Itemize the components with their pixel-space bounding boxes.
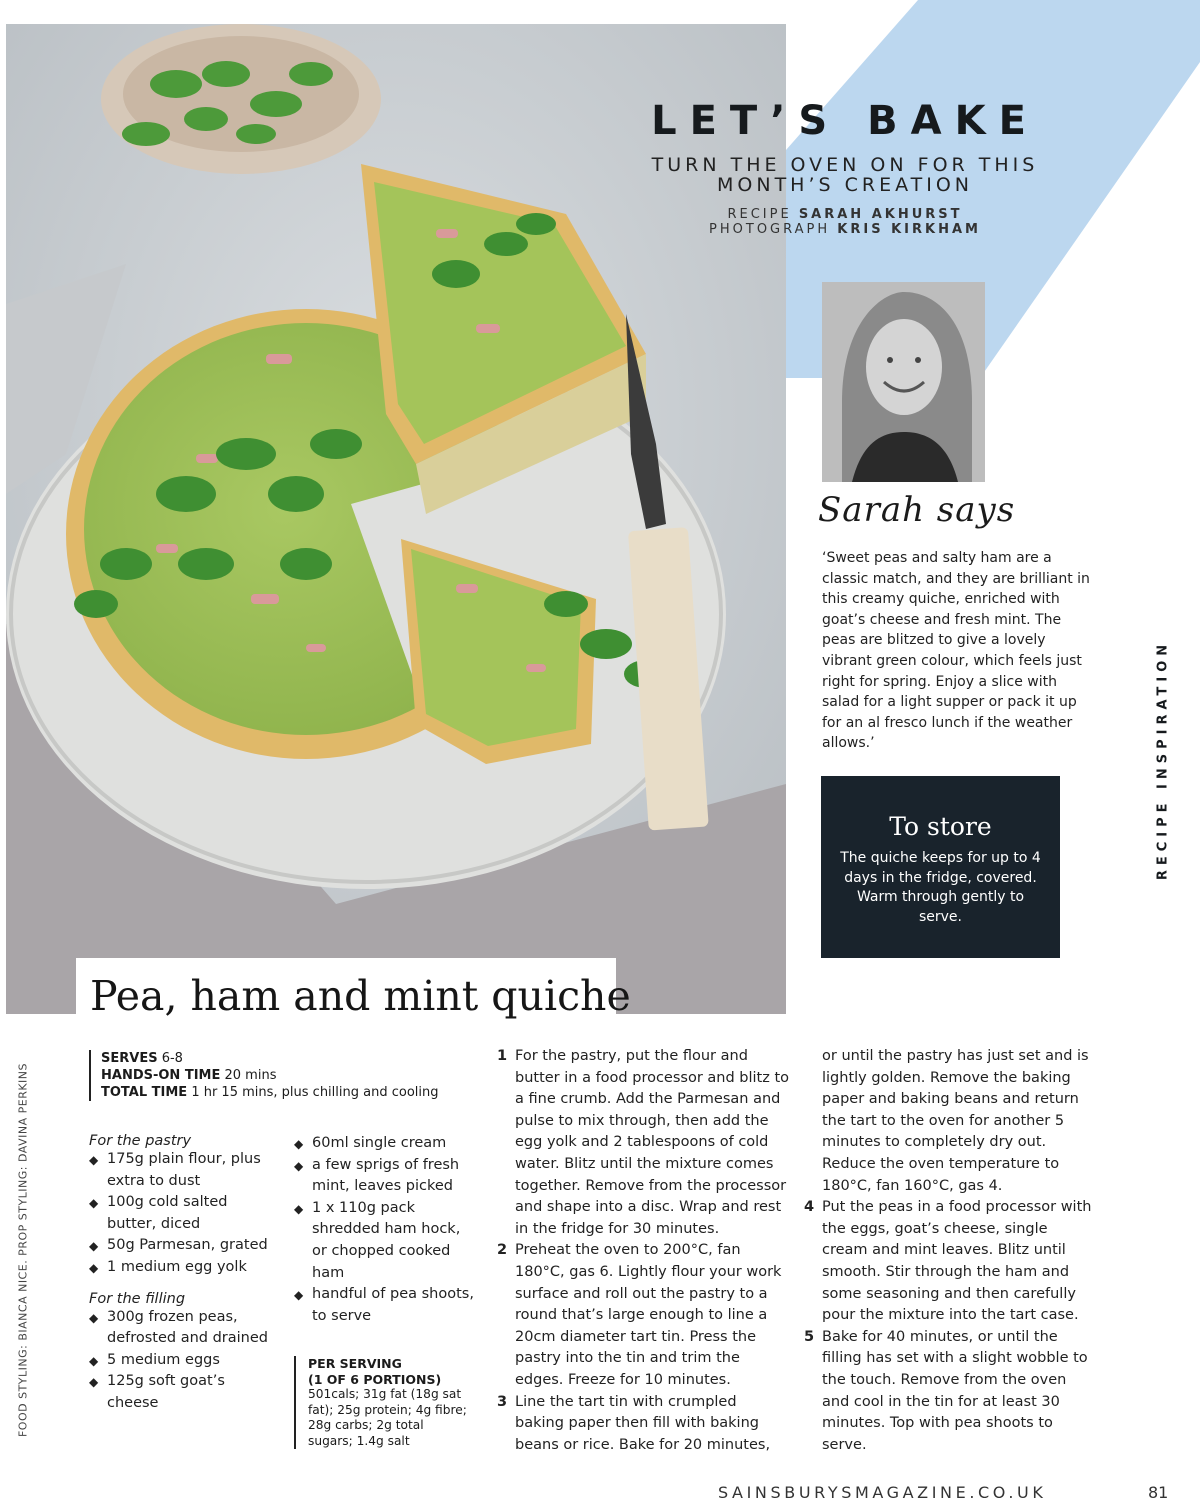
recipe-label: RECIPE — [727, 207, 792, 222]
recipe-author: SARAH AKHURST — [798, 207, 963, 222]
method-step — [497, 1046, 789, 1240]
per-serving-box — [294, 1356, 468, 1449]
credits — [590, 207, 1100, 237]
subkicker-line-1: TURN THE OVEN ON FOR THIS — [651, 154, 1039, 176]
method-column-2 — [804, 1046, 1096, 1456]
step-number: 5 — [804, 1328, 815, 1345]
step-text: Preheat the oven to 200°C, fan 180°C, gas 6. Lightly flour your work surface and roll out the pastry to a round that’s large enough to line a 20cm diameter tart tin. Press the pastry into the tin and trim the edges. Freeze for 10 minutes. — [515, 1242, 782, 1388]
to-store-text: The quiche keeps for up to 4 days in the fridge, covered. Warm through gently to serve. — [840, 850, 1041, 925]
filling-list — [89, 1307, 279, 1415]
pastry-heading: For the pastry — [89, 1133, 192, 1149]
method-step — [804, 1327, 1096, 1457]
method-step — [804, 1197, 1096, 1327]
method-column-1 — [497, 1046, 789, 1456]
ingredients-column-2 — [294, 1133, 474, 1327]
per-serving-label: PER SERVING — [308, 1356, 402, 1371]
bullet-icon: ◆ — [294, 1137, 304, 1151]
recipe-timings — [89, 1050, 438, 1101]
to-store-box — [821, 776, 1060, 958]
photographer: KRIS KIRKHAM — [837, 222, 981, 237]
bullet-icon: ◆ — [89, 1260, 99, 1275]
bullet-icon: ◆ — [294, 1201, 304, 1216]
recipe-title: Pea, ham and mint quiche — [90, 972, 631, 1020]
ingredient-item: ◆ 300g frozen peas, defrosted and drained — [89, 1308, 269, 1347]
bullet-icon: ◆ — [89, 1239, 99, 1254]
step-text: or until the pastry has just set and is lightly golden. Remove the baking paper and baking beans and return the tart to the oven for another 5 minutes to completely dry out. Reduce the oven temperature to 180°C, fan 160°C, gas 4. — [822, 1048, 1089, 1194]
subkicker-line-2: MONTH’S CREATION — [717, 174, 973, 196]
ingredient-item: ◆ 1 medium egg yolk — [89, 1257, 279, 1279]
bullet-icon: ◆ — [89, 1353, 99, 1368]
serves-row: SERVES 6-8 — [101, 1051, 183, 1066]
ingredient-item: ◆ 1 x 110g pack shredded ham hock, or chopped cooked ham — [294, 1199, 461, 1281]
hands-on-row: HANDS-ON TIME 20 mins — [101, 1068, 277, 1083]
per-serving-portions: (1 OF 6 PORTIONS) — [308, 1371, 442, 1387]
recipe-credit — [590, 207, 1100, 222]
section-side-label: RECIPE INSPIRATION — [1155, 639, 1171, 881]
step-number: 2 — [497, 1242, 508, 1259]
page-number: 81 — [1148, 1483, 1169, 1502]
photo-credit — [590, 222, 1100, 237]
nutrition-text: 501cals; 31g fat (18g sat fat); 25g protein; 4g fibre; 28g carbs; 2g total sugars; 1.4g salt — [308, 1387, 467, 1448]
footer-site: SAINSBURYSMAGAZINE.CO.UK — [718, 1483, 1047, 1502]
method-step — [804, 1046, 1096, 1197]
method-step — [497, 1240, 789, 1391]
photo-label: PHOTOGRAPH — [709, 222, 831, 237]
step-text: Put the peas in a food processor with the eggs, goat’s cheese, single cream and mint leaves. Blitz until smooth. Stir through the ham and some seasoning and then carefully pour the mixture into the tart case. — [822, 1199, 1092, 1324]
bullet-icon: ◆ — [89, 1375, 99, 1390]
step-number: 1 — [497, 1048, 508, 1064]
step-number: 4 — [804, 1199, 815, 1216]
author-portrait — [822, 282, 985, 482]
step-text: For the pastry, put the flour and butter in a food processor and blitz to a fine crumb. Add the Parmesan and pulse to mix through, then add the egg yolk and 2 tablespoons of cold water. Blitz until the mixture comes together. Remove from the processor and shape into a disc. Wrap and rest in the fridge for 30 minutes. — [515, 1048, 790, 1237]
ingredient-item: ◆ 60ml single cream — [294, 1133, 474, 1155]
section-kicker: LET’S BAKE — [651, 98, 1039, 144]
total-time-row: TOTAL TIME 1 hr 15 mins, plus chilling and cooling — [101, 1085, 439, 1100]
step-number: 3 — [497, 1393, 508, 1410]
more-ingredients-list — [294, 1133, 474, 1327]
author-quote: ‘Sweet peas and salty ham are a classic match, and they are brilliant in this creamy quiche, enriched with goat’s cheese and fresh mint. The peas are blitzed to give a lovely vibrant green colour, which feels just right for spring. Enjoy a slice with salad for a light supper or pack it up for an al fresco lunch if the weather allows.’ — [822, 550, 1090, 752]
bullet-icon: ◆ — [89, 1310, 99, 1325]
ingredient-item: ◆ 100g cold salted butter, diced — [89, 1194, 228, 1232]
to-store-title: To store — [889, 812, 992, 841]
ingredient-item: ◆ 50g Parmesan, grated — [89, 1235, 279, 1257]
bullet-icon: ◆ — [89, 1153, 99, 1167]
filling-heading: For the filling — [89, 1290, 186, 1307]
ingredient-item: ◆ a few sprigs of fresh mint, leaves picked — [294, 1156, 460, 1195]
step-text: Bake for 40 minutes, or until the filling has set with a slight wobble to the touch. Remove from the oven and cool in the tin for at least 30 minutes. Top with pea shoots to serve. — [822, 1328, 1088, 1453]
pastry-list — [89, 1149, 279, 1279]
bullet-icon: ◆ — [294, 1288, 304, 1303]
sarah-says-heading: Sarah says — [818, 490, 1016, 530]
ingredient-item: ◆ 125g soft goat’s cheese — [89, 1373, 225, 1411]
ingredients-column-1 — [89, 1133, 279, 1415]
ingredient-item: ◆ 175g plain flour, plus extra to dust — [89, 1151, 261, 1189]
method-step — [497, 1392, 789, 1457]
ingredient-item: ◆ 5 medium eggs — [89, 1350, 279, 1372]
styling-credit: FOOD STYLING: BIANCA NICE. PROP STYLING: DAVINA PERKINS — [16, 1062, 30, 1438]
section-subkicker — [590, 155, 1100, 195]
step-text: Line the tart tin with crumpled baking paper then fill with baking beans or rice. Bake for 20 minutes, — [515, 1393, 771, 1453]
bullet-icon: ◆ — [89, 1196, 99, 1211]
bullet-icon: ◆ — [294, 1158, 304, 1173]
ingredient-item: ◆ handful of pea shoots, to serve — [294, 1286, 474, 1324]
